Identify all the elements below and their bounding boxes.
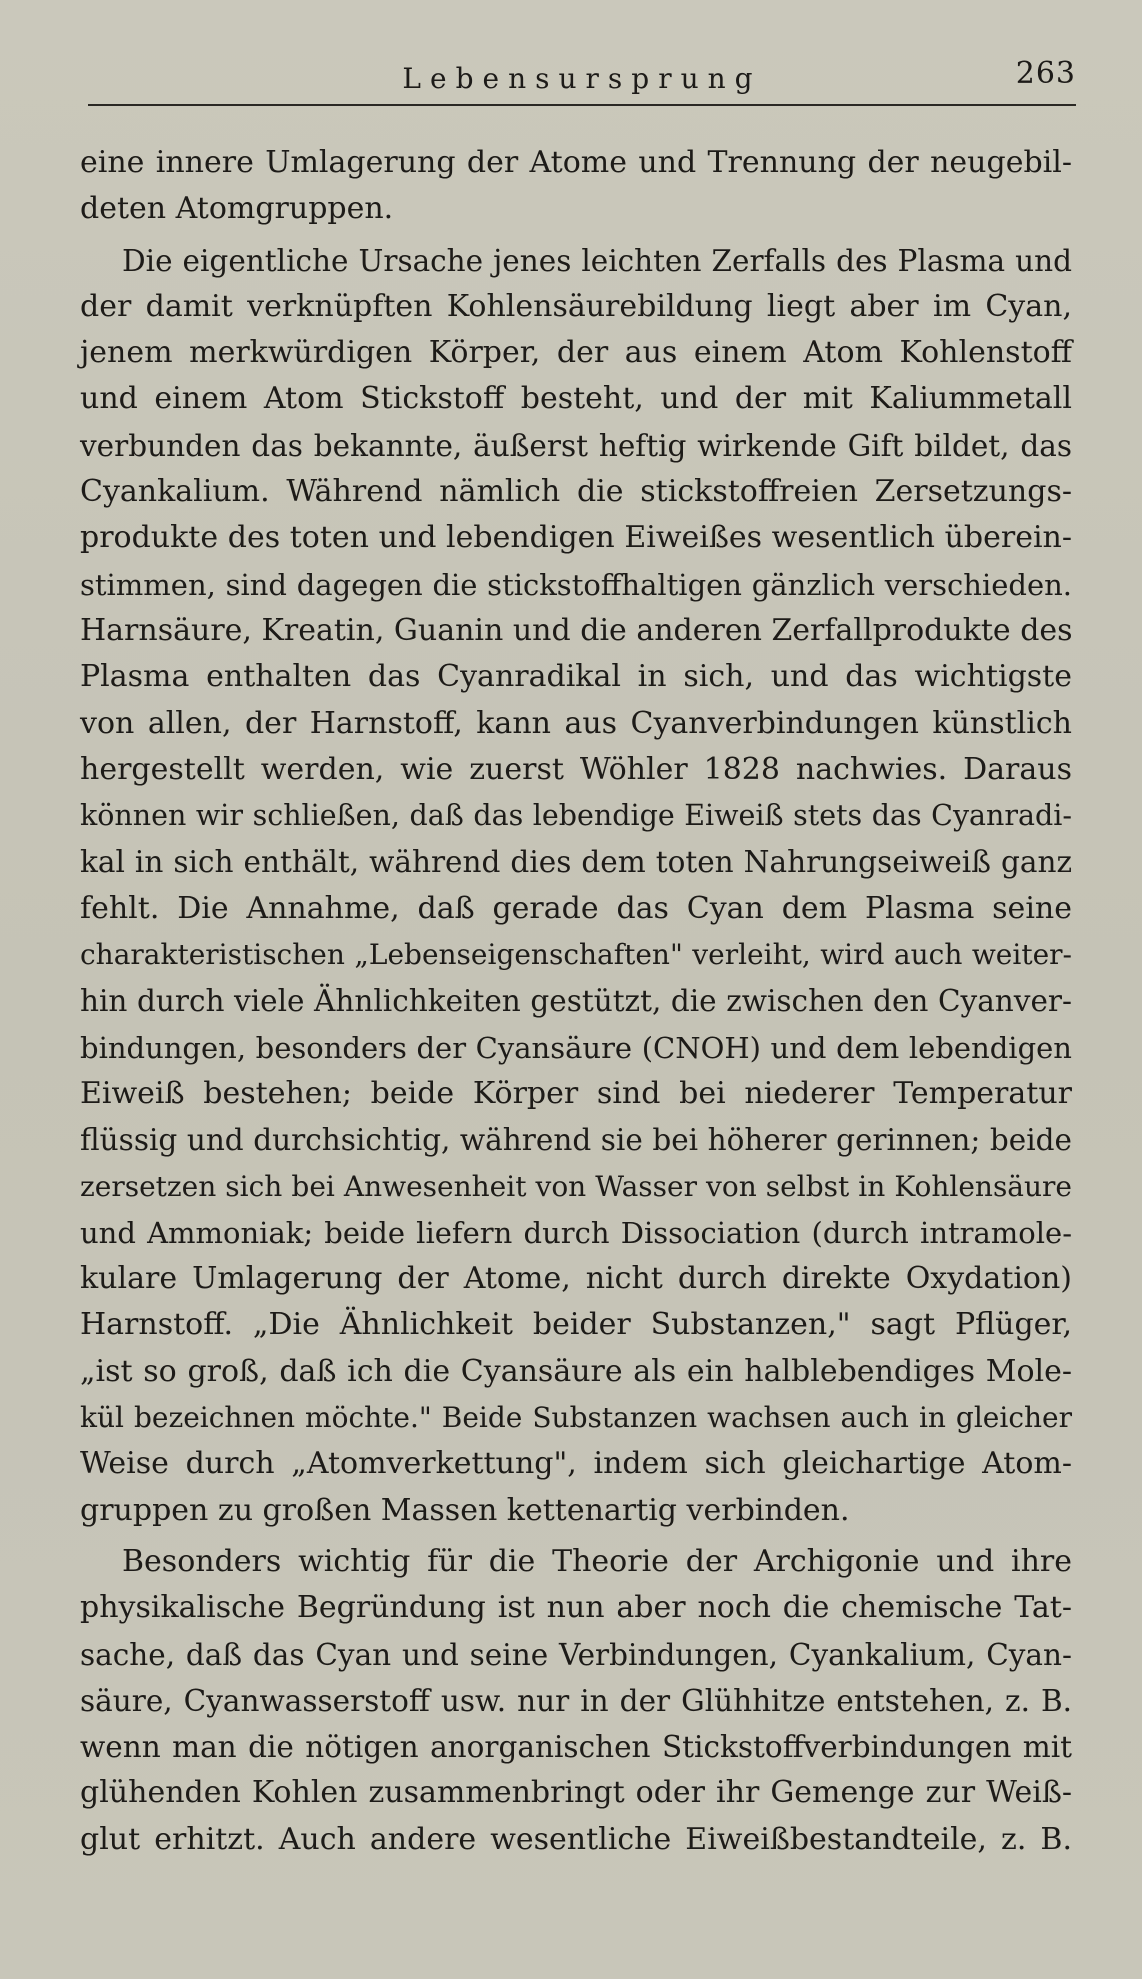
text-line: jenem merkwürdigen Körper, der aus einem Atom Kohlenstoff	[80, 335, 1072, 371]
text-line: Harnstoff. „Die Ähnlichkeit beider Substanzen," sagt Pflüger,	[80, 1307, 1072, 1343]
text-line: hin durch viele Ähnlichkeiten gestützt, die zwischen den Cyanver-	[80, 984, 1072, 1019]
text-line: und einem Atom Stickstoff besteht, und der mit Kaliummetall	[80, 381, 1072, 417]
text-line: fehlt. Die Annahme, daß gerade das Cyan dem Plasma seine	[80, 890, 1072, 926]
text-line: „ist so groß, daß ich die Cyansäure als ein halblebendiges Mole-	[80, 1353, 1072, 1389]
page-number: 263	[1015, 56, 1076, 91]
text-line: glut erhitzt. Auch andere wesentliche Eiweißbestandteile, z. B.	[80, 1821, 1072, 1857]
text-line: physikalische Begründung ist nun aber noch die chemische Tat-	[80, 1590, 1072, 1626]
text-line: wenn man die nötigen anorganischen Stickstoffverbindungen mit	[80, 1730, 1072, 1765]
text-line: stimmen, sind dagegen die stickstoffhaltigen gänzlich verschieden.	[80, 567, 1072, 602]
text-line: Besonders wichtig für die Theorie der Archigonie und ihre	[122, 1543, 1072, 1579]
text-line: Eiweiß bestehen; beide Körper sind bei niederer Temperatur	[80, 1075, 1072, 1111]
text-line: charakteristischen „Lebenseigenschaften" verleiht, wird auch weiter-	[80, 938, 1072, 972]
text-line: kal in sich enthält, während dies dem toten Nahrungseiweiß ganz	[80, 845, 1072, 880]
text-line: der damit verknüpften Kohlensäurebildung liegt aber im Cyan,	[80, 288, 1072, 324]
text-line: hergestellt werden, wie zuerst Wöhler 1828 nachwies. Daraus	[80, 751, 1072, 787]
text-line: gruppen zu großen Massen kettenartig verbinden.	[80, 1492, 850, 1528]
text-line: Cyankalium. Während nämlich die stickstoffreien Zersetzungs-	[80, 474, 1072, 510]
text-line: kulare Umlagerung der Atome, nicht durch direkte Oxydation)	[80, 1261, 1072, 1297]
text-line: und Ammoniak; beide liefern durch Dissociation (durch intramole-	[80, 1215, 1072, 1250]
text-line: verbunden das bekannte, äußerst heftig wirkende Gift bildet, das	[80, 428, 1072, 463]
text-line: Die eigentliche Ursache jenes leichten Zerfalls des Plasma und	[122, 243, 1072, 278]
text-line: säure, Cyanwasserstoff usw. nur in der Glühhitze entstehen, z. B.	[80, 1683, 1072, 1718]
text-line: von allen, der Harnstoff, kann aus Cyanverbindungen künstlich	[80, 705, 1072, 741]
text-line: Plasma enthalten das Cyanradikal in sich, und das wichtigste	[80, 659, 1072, 695]
text-line: bindungen, besonders der Cyansäure (CNOH) und dem lebendigen	[80, 1030, 1072, 1065]
text-line: Harnsäure, Kreatin, Guanin und die anderen Zerfallprodukte des	[80, 612, 1073, 648]
body-text	[80, 140, 1072, 1863]
text-line: sache, daß das Cyan und seine Verbindungen, Cyankalium, Cyan-	[80, 1637, 1072, 1672]
text-line: deten Atomgruppen.	[80, 191, 394, 227]
text-line: produkte des toten und lebendigen Eiweißes wesentlich überein-	[80, 520, 1072, 556]
text-line: glühenden Kohlen zusammenbringt oder ihr Gemenge zur Weiß-	[80, 1775, 1072, 1811]
text-line: kül bezeichnen möchte." Beide Substanzen wachsen auch in gleicher	[80, 1401, 1072, 1435]
running-title: Lebensursprung	[402, 62, 762, 95]
text-line: flüssig und durchsichtig, während sie bei höherer gerinnen; beide	[80, 1123, 1072, 1158]
text-line: Weise durch „Atomverkettung", indem sich gleichartige Atom-	[80, 1446, 1072, 1482]
text-line: können wir schließen, daß das lebendige Eiweiß stets das Cyanradi-	[80, 799, 1072, 833]
text-line: zersetzen sich bei Anwesenheit von Wasser von selbst in Kohlensäure	[80, 1169, 1072, 1203]
text-line: eine innere Umlagerung der Atome und Trennung der neugebil-	[80, 145, 1072, 180]
running-header	[88, 52, 1076, 106]
